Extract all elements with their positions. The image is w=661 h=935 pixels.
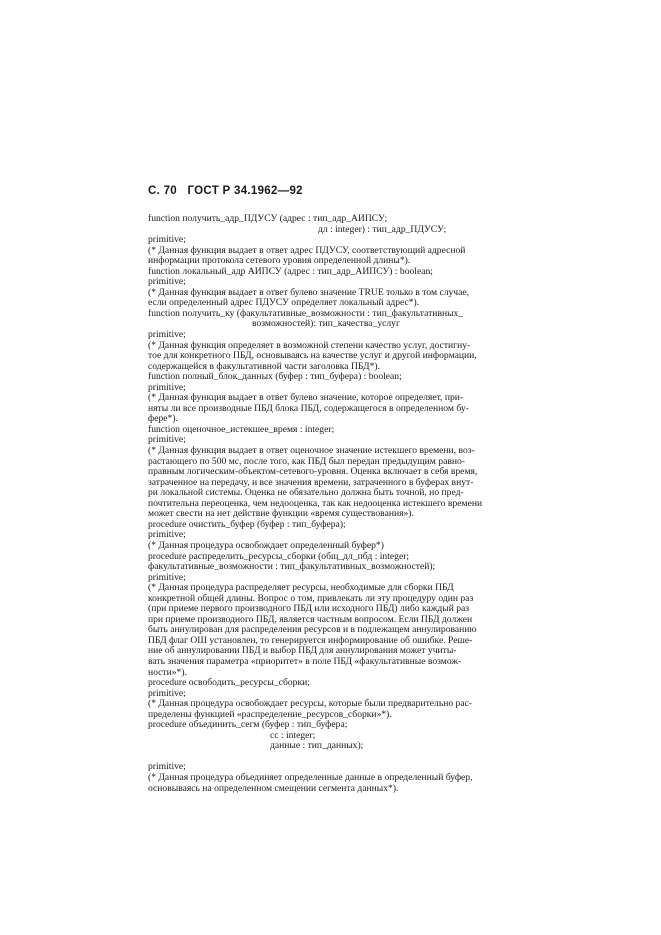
text-line: сс : integer; [270, 729, 316, 741]
text-line: procedure освободить_ресурсы_сборки; [148, 677, 310, 689]
text-line: (* Данная функция выдает в ответ адрес ПДУСУ, соответствующий адресной [148, 244, 466, 256]
text-line: правным логическим-объектом-сетевого-уровня. Оценка включает в себя время, [148, 466, 478, 478]
text-line: primitive; [148, 434, 186, 446]
text-line: пределены функцией «распределение_ресурсов_сборки»*). [148, 708, 392, 720]
standard-title: ГОСТ Р 34.1962—92 [187, 185, 303, 197]
text-line: primitive; [148, 529, 186, 541]
text-line: (* Данная функция определяет в возможной степени качество услуг, достигну- [148, 339, 471, 351]
document-body [148, 214, 516, 794]
text-line: данные : тип_данных); [270, 740, 364, 752]
text-line: procedure объединить_сегм (буфер : тип_буфера; [148, 719, 348, 731]
page-number: С. 70 [148, 185, 177, 197]
text-line: дл : integer) : тип_адр_ПДУСУ; [318, 223, 447, 235]
text-line: procedure распределить_ресурсы_сборки (общ_дл_пбд : integer; [148, 550, 410, 562]
text-line: primitive; [148, 571, 186, 583]
text-line: (* Данная процедура освобождает определенный буфер*) [148, 539, 384, 551]
text-line: фере*). [148, 413, 178, 425]
text-line: primitive; [148, 329, 186, 341]
text-line: function получить_ку (факультативные_возможности : тип_факультативных_ [148, 307, 464, 319]
text-line: (при приеме первого производного ПБД или исходного ПБД) либо каждый раз [148, 603, 470, 615]
text-line: вать значения параметра «приоритет» в поле ПБД «факультативные возмож- [148, 655, 462, 667]
text-line: function полный_блок_данных (буфер : тип_буфера) : boolean; [148, 371, 402, 383]
text-line: ние об аннулировании ПБД и выбор ПБД для аннулирования может учиты- [148, 645, 457, 657]
text-line: содержащейся в факультативной части заголовка ПБД*). [148, 360, 380, 372]
text-line: (* Данная функция выдает в ответ оценочное значение истекшего времени, воз- [148, 445, 475, 457]
text-line: function оценочное_истекшее_время : integer; [148, 423, 335, 435]
text-line: растающего по 500 мс, после того, как ПБД был передан предыдущим равно- [148, 455, 465, 467]
text-line: primitive; [148, 381, 186, 393]
text-line: function получить_адр_ПДУСУ (адрес : тип_адр_АИПСУ; [148, 213, 388, 224]
text-line [148, 752, 516, 763]
text-line: почтительна переоценка, чем недооценка, так как недооценка истекшего времени [148, 497, 483, 509]
text-line: затраченное на передачу, и все значения времени, затраченного в буферах внут- [148, 476, 474, 488]
text-line: (* Данная процедура объединяет определенные данные в определенный буфер, [148, 771, 473, 783]
text-line: тое для конкретного ПБД, основываясь на качестве услуг и другой информации, [148, 350, 477, 362]
text-line: ПБД флаг ОШ установлен, то генерируется информирование об ошибке. Реше- [148, 634, 473, 646]
text-line: (* Данная функция выдает в ответ булево значение, которое определяет, при- [148, 392, 464, 404]
text-line: primitive; [148, 276, 186, 288]
text-line: основываясь на определенном смещении сегмента данных*). [148, 782, 399, 794]
text-line: (* Данная процедура распределяет ресурсы, необходимые для сборки ПБД [148, 582, 454, 594]
text-line: информации протокола сетевого уровня определенной длины*). [148, 255, 411, 267]
text-line: при приеме производного ПБД, является частным вопросом. Если ПБД должен [148, 613, 473, 625]
text-line: primitive; [148, 687, 186, 699]
text-line: (* Данная процедура освобождает ресурсы, которые были предварительно рас- [148, 698, 473, 710]
text-line: быть аннулирован для распределения ресурсов и в подлежащем аннулированию [148, 624, 477, 636]
page-header [148, 185, 303, 197]
text-line: primitive; [148, 761, 186, 773]
text-line: procedure очистить_буфер (буфер : тип_буфера); [148, 518, 346, 530]
text-line: няты ли все производные ПБД блока ПБД, содержащегося в определенном бу- [148, 402, 469, 414]
text-line: если определенный адрес ПДУСУ определяет локальный адрес*). [148, 297, 420, 309]
text-line: возможностей): тип_качества_услуг [252, 318, 400, 330]
text-line: может свести на нет действие функции «время существования»). [148, 508, 414, 520]
text-line: ности»*). [148, 666, 187, 678]
text-line: (* Данная функция выдает в ответ булево значение TRUE только в том случае, [148, 286, 470, 298]
text-line: конкретной общей длины. Вопрос о том, привлекать ли эту процедуру один раз [148, 592, 474, 604]
text-line: ри локальной системы. Оценка не обязательно должна быть точной, но пред- [148, 487, 464, 499]
text-line: факультативные_возможности : тип_факультативных_возможностей); [148, 561, 436, 573]
text-line: primitive; [148, 234, 186, 246]
text-line: function локальный_адр АИПСУ (адрес : тип_адр_АИПСУ) : boolean; [148, 265, 433, 277]
